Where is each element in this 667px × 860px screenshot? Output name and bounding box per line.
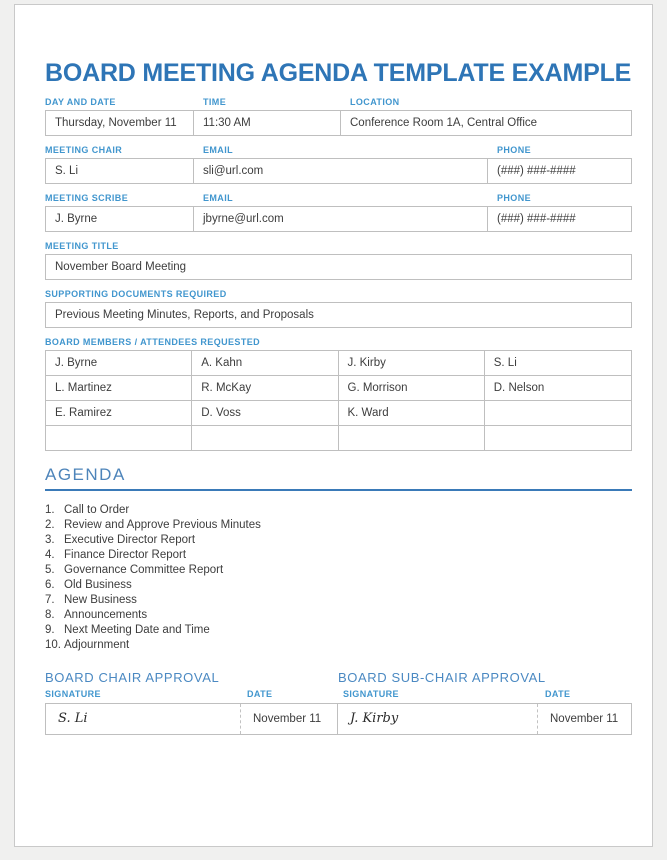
subchair-approval-table xyxy=(338,703,632,735)
agenda-item-text: Finance Director Report xyxy=(64,549,187,561)
chair-date-label: DATE xyxy=(247,689,273,699)
attendee-cell[interactable]: D. Nelson xyxy=(485,375,631,400)
agenda-list xyxy=(45,503,632,653)
chair-date-value[interactable]: November 11 xyxy=(240,704,337,734)
subchair-signature-label: SIGNATURE xyxy=(343,689,399,699)
agenda-item-number: 8. xyxy=(45,609,55,621)
chair-approval-table xyxy=(45,703,338,735)
agenda-item-number: 6. xyxy=(45,579,55,591)
scribe-table xyxy=(45,206,632,232)
attendee-cell[interactable] xyxy=(46,425,192,450)
meeting-title-value[interactable]: November Board Meeting xyxy=(55,261,187,273)
subchair-date-value[interactable]: November 11 xyxy=(537,704,631,734)
attendee-cell[interactable]: D. Voss xyxy=(192,400,338,425)
attendee-cell[interactable]: K. Ward xyxy=(339,400,485,425)
datetime-label-row xyxy=(45,96,632,108)
time-label: TIME xyxy=(203,97,227,107)
agenda-item-text: Adjournment xyxy=(64,639,130,651)
scribe-email-value[interactable]: jbyrne@url.com xyxy=(194,207,488,231)
board-subchair-approval xyxy=(338,670,632,735)
day-date-label: DAY AND DATE xyxy=(45,97,116,107)
chair-email-value[interactable]: sli@url.com xyxy=(194,159,488,183)
agenda-item-number: 2. xyxy=(45,519,55,531)
agenda-item-number: 10. xyxy=(45,639,61,651)
attendee-cell[interactable]: S. Li xyxy=(493,357,517,369)
chair-email-label: EMAIL xyxy=(203,145,233,155)
chair-phone-value[interactable]: (###) ###-#### xyxy=(497,165,576,177)
agenda-item-number: 4. xyxy=(45,549,55,561)
supporting-docs-table xyxy=(45,302,632,328)
agenda-item-number: 3. xyxy=(45,534,55,546)
attendees-table xyxy=(45,350,632,451)
attendees-label-row xyxy=(45,336,632,348)
agenda-item-number: 7. xyxy=(45,594,55,606)
location-value[interactable]: Conference Room 1A, Central Office xyxy=(350,117,538,129)
agenda-item xyxy=(45,623,632,638)
subchair-date-label: DATE xyxy=(545,689,571,699)
agenda-item-text: Review and Approve Previous Minutes xyxy=(64,519,261,531)
scribe-name-value[interactable]: J. Byrne xyxy=(46,207,194,231)
attendee-cell[interactable] xyxy=(192,425,338,450)
scribe-email-label: EMAIL xyxy=(203,193,233,203)
agenda-item xyxy=(45,638,632,653)
chair-name-value[interactable]: S. Li xyxy=(46,159,194,183)
agenda-item xyxy=(45,563,632,578)
location-label: LOCATION xyxy=(350,97,400,107)
scribe-phone-label: PHONE xyxy=(497,193,532,203)
scribe-phone-value[interactable]: (###) ###-#### xyxy=(497,213,576,225)
agenda-item xyxy=(45,578,632,593)
scribe-label-row xyxy=(45,192,632,204)
agenda-item-number: 1. xyxy=(45,504,55,516)
agenda-item-number: 5. xyxy=(45,564,55,576)
agenda-item xyxy=(45,503,632,518)
attendee-cell[interactable] xyxy=(485,400,631,425)
attendee-cell[interactable]: J. Byrne xyxy=(46,351,192,375)
agenda-item xyxy=(45,548,632,563)
chair-signature-label: SIGNATURE xyxy=(45,689,101,699)
meeting-title-table xyxy=(45,254,632,280)
agenda-item-text: Announcements xyxy=(64,609,148,621)
document-page xyxy=(14,4,653,847)
datetime-table xyxy=(45,110,632,136)
agenda-item xyxy=(45,608,632,623)
attendee-cell[interactable]: J. Kirby xyxy=(339,351,485,375)
board-chair-approval-heading: BOARD CHAIR APPROVAL xyxy=(45,670,220,685)
supporting-docs-label: SUPPORTING DOCUMENTS REQUIRED xyxy=(45,289,227,299)
chair-table xyxy=(45,158,632,184)
attendee-cell[interactable]: R. McKay xyxy=(192,375,338,400)
subchair-approval-label-row xyxy=(338,688,632,700)
chair-signature-value[interactable]: S. Li xyxy=(58,711,88,726)
agenda-item-text: New Business xyxy=(64,594,137,606)
meeting-title-label-row xyxy=(45,240,632,252)
board-chair-approval xyxy=(45,670,338,735)
time-value[interactable]: 11:30 AM xyxy=(194,111,341,135)
chair-approval-label-row xyxy=(45,688,338,700)
agenda-item-number: 9. xyxy=(45,624,55,636)
supporting-docs-label-row xyxy=(45,288,632,300)
attendee-cell[interactable] xyxy=(485,425,631,450)
attendee-cell[interactable]: A. Kahn xyxy=(192,351,338,375)
chair-phone-label: PHONE xyxy=(497,145,532,155)
agenda-item-text: Executive Director Report xyxy=(64,534,196,546)
agenda-item xyxy=(45,518,632,533)
agenda-item xyxy=(45,533,632,548)
agenda-item-text: Old Business xyxy=(64,579,132,591)
attendee-cell[interactable]: G. Morrison xyxy=(339,375,485,400)
agenda-item-text: Governance Committee Report xyxy=(64,564,224,576)
supporting-docs-value[interactable]: Previous Meeting Minutes, Reports, and Proposals xyxy=(55,309,314,321)
document-title: BOARD MEETING AGENDA TEMPLATE EXAMPLE xyxy=(45,59,632,87)
attendee-cell[interactable]: E. Ramirez xyxy=(46,400,192,425)
approvals-section xyxy=(45,670,632,735)
agenda-item-text: Next Meeting Date and Time xyxy=(64,624,210,636)
agenda-item-text: Call to Order xyxy=(64,504,130,516)
subchair-signature-value[interactable]: J. Kirby xyxy=(350,711,399,726)
chair-label-row xyxy=(45,144,632,156)
meeting-scribe-label: MEETING SCRIBE xyxy=(45,193,129,203)
agenda-item xyxy=(45,593,632,608)
attendees-label: BOARD MEMBERS / ATTENDEES REQUESTED xyxy=(45,337,261,347)
attendee-cell[interactable] xyxy=(339,425,485,450)
meeting-chair-label: MEETING CHAIR xyxy=(45,145,123,155)
board-subchair-approval-heading: BOARD SUB-CHAIR APPROVAL xyxy=(338,670,546,685)
attendee-cell[interactable]: L. Martinez xyxy=(46,375,192,400)
meeting-title-label: MEETING TITLE xyxy=(45,241,119,251)
agenda-heading: AGENDA xyxy=(45,465,632,491)
day-date-value[interactable]: Thursday, November 11 xyxy=(46,111,194,135)
